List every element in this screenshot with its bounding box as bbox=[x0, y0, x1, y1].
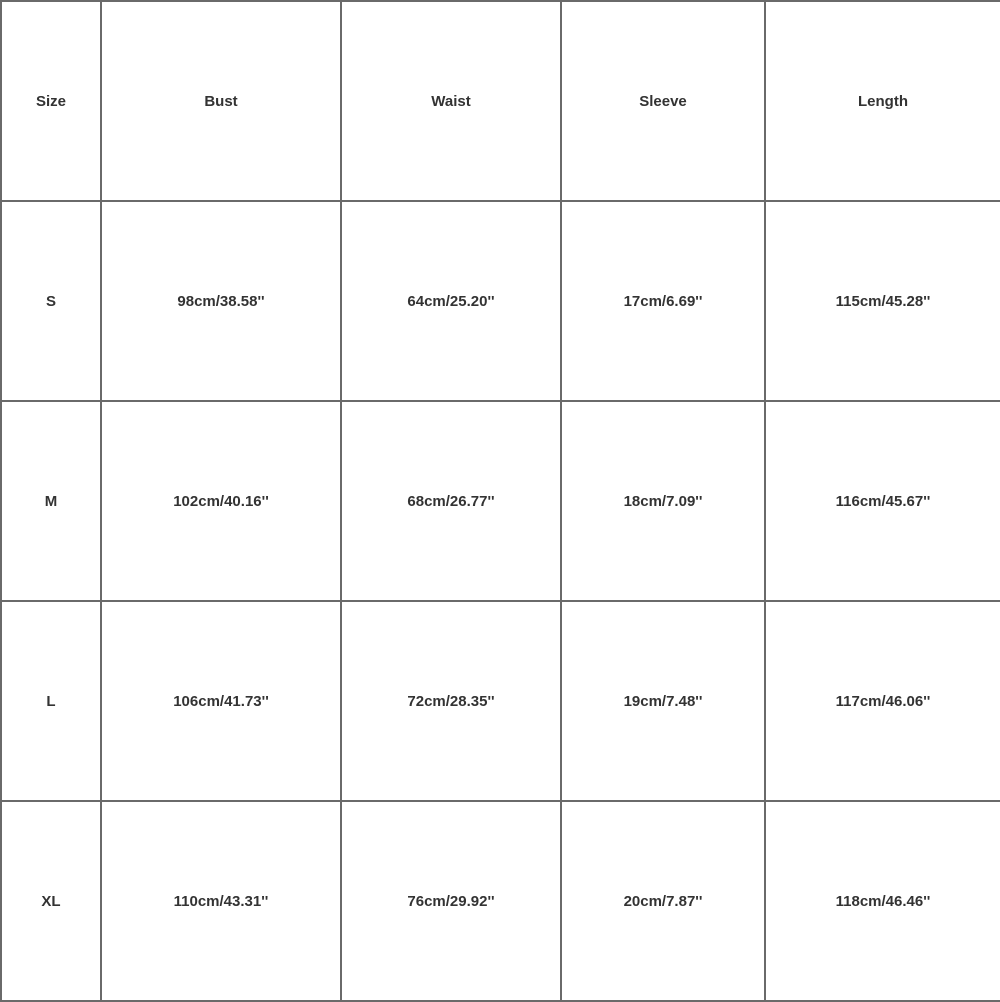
header-bust: Bust bbox=[101, 1, 341, 201]
cell-bust: 106cm/41.73'' bbox=[101, 601, 341, 801]
header-length: Length bbox=[765, 1, 1000, 201]
cell-length: 116cm/45.67'' bbox=[765, 401, 1000, 601]
table-row bbox=[1, 601, 1000, 801]
cell-length: 117cm/46.06'' bbox=[765, 601, 1000, 801]
cell-size: L bbox=[1, 601, 101, 801]
cell-sleeve: 17cm/6.69'' bbox=[561, 201, 765, 401]
header-sleeve: Sleeve bbox=[561, 1, 765, 201]
cell-waist: 72cm/28.35'' bbox=[341, 601, 561, 801]
cell-length: 115cm/45.28'' bbox=[765, 201, 1000, 401]
table-row bbox=[1, 201, 1000, 401]
cell-sleeve: 18cm/7.09'' bbox=[561, 401, 765, 601]
cell-bust: 98cm/38.58'' bbox=[101, 201, 341, 401]
header-size: Size bbox=[1, 1, 101, 201]
cell-waist: 64cm/25.20'' bbox=[341, 201, 561, 401]
cell-size: S bbox=[1, 201, 101, 401]
cell-bust: 110cm/43.31'' bbox=[101, 801, 341, 1001]
header-waist: Waist bbox=[341, 1, 561, 201]
cell-waist: 68cm/26.77'' bbox=[341, 401, 561, 601]
cell-size: M bbox=[1, 401, 101, 601]
table-row bbox=[1, 801, 1000, 1001]
table-row bbox=[1, 401, 1000, 601]
cell-size: XL bbox=[1, 801, 101, 1001]
cell-waist: 76cm/29.92'' bbox=[341, 801, 561, 1001]
cell-sleeve: 19cm/7.48'' bbox=[561, 601, 765, 801]
cell-length: 118cm/46.46'' bbox=[765, 801, 1000, 1001]
cell-bust: 102cm/40.16'' bbox=[101, 401, 341, 601]
table-header-row bbox=[1, 1, 1000, 201]
cell-sleeve: 20cm/7.87'' bbox=[561, 801, 765, 1001]
